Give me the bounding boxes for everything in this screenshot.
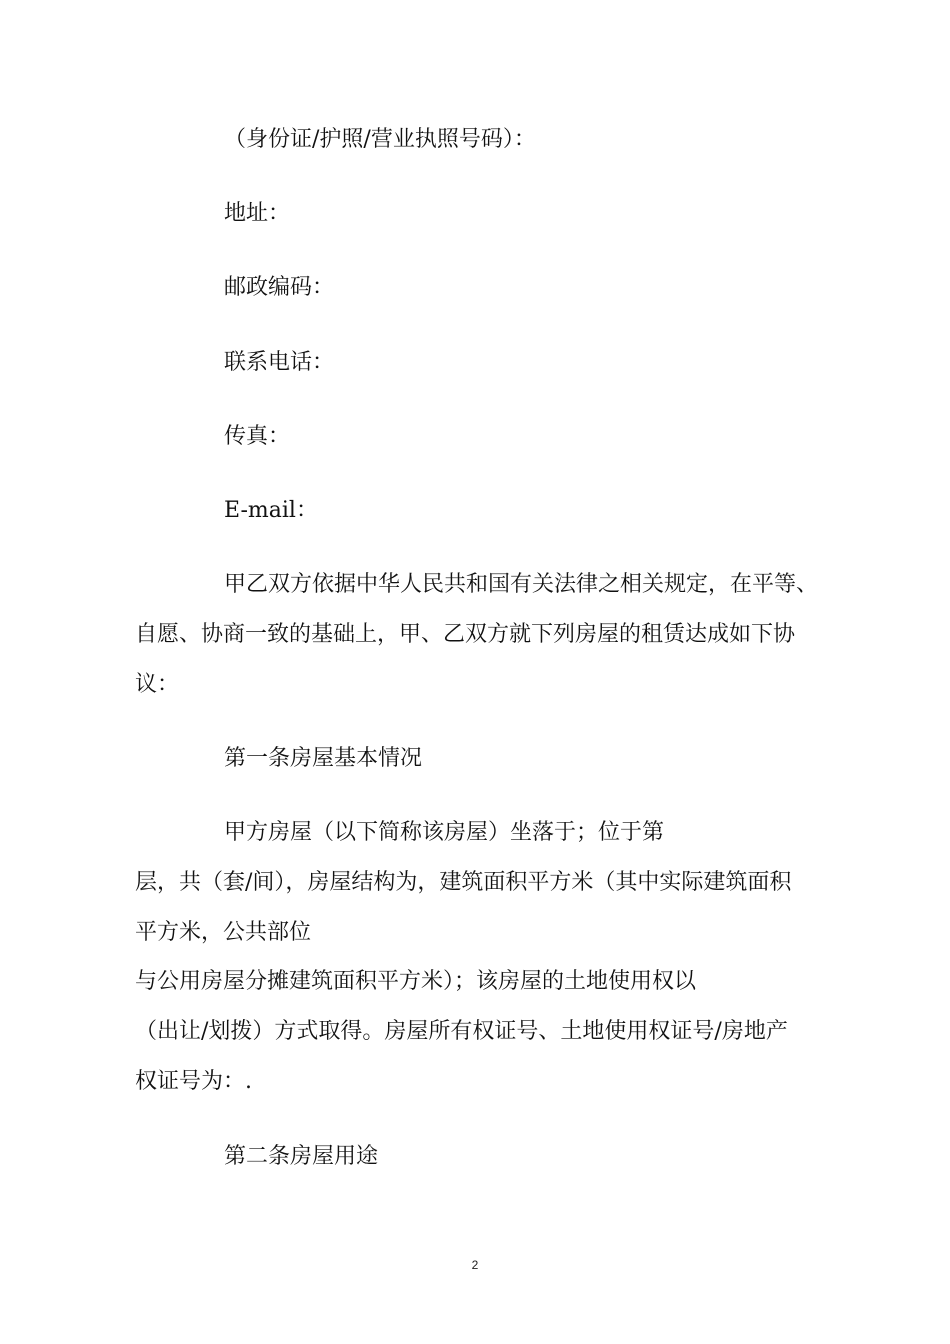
article-1-line-1: 甲方房屋（以下简称该房屋）坐落于；位于第 xyxy=(224,820,665,845)
article-1-line-6: 权证号为：. xyxy=(135,1069,252,1094)
intro-paragraph-line-1: 甲乙双方依据中华人民共和国有关法律之相关规定，在平等、 xyxy=(224,572,819,597)
address-line: 地址： xyxy=(224,201,291,226)
id-number-line: （身份证/护照/营业执照号码）： xyxy=(224,127,536,152)
article-1-line-5: （出让/划拨）方式取得。房屋所有权证号、土地使用权证号/房地产 xyxy=(135,1019,788,1044)
article-1-heading: 第一条房屋基本情况 xyxy=(224,746,423,771)
fax-line: 传真： xyxy=(224,424,291,449)
article-2-heading: 第二条房屋用途 xyxy=(224,1144,379,1169)
postal-code-line: 邮政编码： xyxy=(224,275,335,300)
article-1-line-4: 与公用房屋分摊建筑面积平方米）；该房屋的土地使用权以 xyxy=(135,969,697,994)
email-line: E-mail： xyxy=(224,498,318,523)
intro-paragraph-line-3: 议： xyxy=(135,672,180,697)
article-1-line-3: 平方米，公共部位 xyxy=(135,920,312,945)
page-number: 2 xyxy=(471,1258,479,1272)
intro-paragraph-line-2: 自愿、协商一致的基础上，甲、乙双方就下列房屋的租赁达成如下协 xyxy=(135,622,796,647)
phone-line: 联系电话： xyxy=(224,350,335,375)
article-1-line-2: 层，共（套/间），房屋结构为，建筑面积平方米（其中实际建筑面积 xyxy=(135,870,792,895)
